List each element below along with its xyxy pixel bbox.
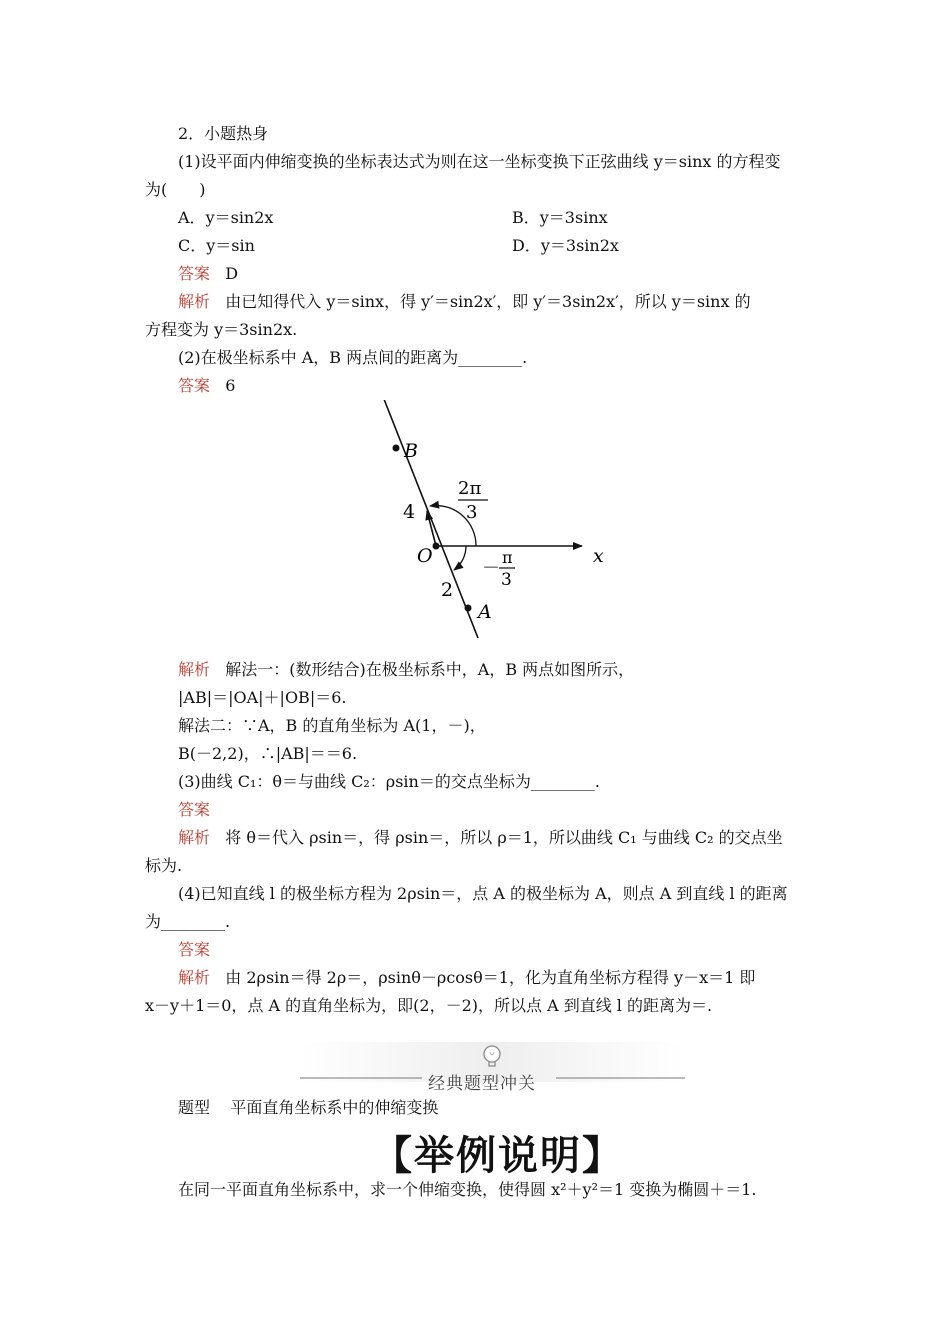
- q4-analysis-cont: x－y＋1＝0，点 A 的直角坐标为，即(2，－2)，所以点 A 到直线 l 的距离为＝.: [145, 996, 713, 1015]
- analysis-tag: 解析: [178, 968, 211, 987]
- option-text: y＝3sin2x: [540, 236, 619, 255]
- analysis-tag: 解析: [178, 660, 211, 679]
- angle-a-denominator: 3: [501, 570, 512, 590]
- label-len-ob: 4: [403, 501, 416, 523]
- q2-answer: [178, 376, 235, 396]
- option-label: A．: [178, 208, 206, 227]
- example-text: 在同一平面直角坐标系中，求一个伸缩变换，使得圆 x²＋y²＝1 变换为椭圆＋＝1.: [178, 1180, 757, 1199]
- q4-stem-cont: 为________.: [145, 912, 231, 931]
- analysis-text: 由已知得代入 y＝sinx，得 y′＝sin2x′，即 y′＝3sin2x′，所以 y＝sinx 的: [225, 292, 751, 311]
- option-label: C．: [178, 236, 207, 255]
- label-a: A: [478, 601, 492, 623]
- analysis-text: 将 θ＝代入 ρsin＝，得 ρsin＝，所以 ρ＝1，所以曲线 C₁ 与曲线 C₂ 的交点坐: [225, 828, 783, 847]
- analysis-tag: 解析: [178, 292, 211, 311]
- polar-figure: [360, 400, 620, 650]
- q3-answer-tag: 答案: [178, 800, 211, 819]
- q2-analysis: [178, 660, 634, 680]
- q1-analysis: [178, 292, 751, 312]
- analysis-tag: 解析: [178, 828, 211, 847]
- label-len-oa: 2: [441, 579, 454, 601]
- q1-stem: (1)设平面内伸缩变换的坐标表达式为则在这一坐标变换下正弦曲线 y＝sinx 的方程变: [178, 152, 781, 171]
- section-heading: 2．小题热身: [178, 124, 269, 143]
- option-label: D．: [512, 236, 541, 255]
- example-title: 【举例说明】: [372, 1133, 624, 1179]
- answer-tag: 答案: [178, 376, 211, 395]
- answer-value: 6: [225, 376, 236, 395]
- q1-stem-cont: 为( ): [145, 180, 206, 199]
- q2-stem: (2)在极坐标系中 A，B 两点间的距离为________.: [178, 348, 528, 367]
- q4-analysis: [178, 968, 755, 988]
- answer-value: D: [225, 264, 239, 283]
- analysis-text: 由 2ρsin＝得 2ρ＝，ρsinθ－ρcosθ＝1，化为直角坐标方程得 y－x＝1 即: [225, 968, 756, 987]
- point-b: [393, 445, 400, 452]
- label-b: B: [404, 440, 418, 462]
- angle-a-sign: －: [482, 558, 500, 579]
- q1-option-c: [178, 236, 255, 256]
- angle-arc-a: [454, 546, 466, 570]
- q2-analysis-line3: 解法二：∵A，B 的直角坐标为 A(1，－)，: [178, 716, 486, 735]
- q3-stem: (3)曲线 C₁：θ＝与曲线 C₂：ρsin＝的交点坐标为________.: [178, 772, 600, 791]
- line-ab: [382, 400, 478, 638]
- q3-analysis: [178, 828, 783, 848]
- q4-stem: (4)已知直线 l 的极坐标方程为 2ρsin＝，点 A 的极坐标为 A，则点 A 到直线 l 的距离: [178, 884, 788, 903]
- angle-a-numerator: π: [502, 548, 513, 567]
- angle-b-numerator: 2π: [458, 478, 482, 499]
- q1-option-b: [512, 208, 608, 228]
- label-x-axis: x: [593, 545, 604, 567]
- angle-b-denominator: 3: [466, 502, 478, 523]
- point-a: [465, 605, 472, 612]
- q2-analysis-line2: |AB|＝|OA|＋|OB|＝6.: [178, 688, 347, 707]
- q1-option-d: [512, 236, 619, 256]
- answer-tag: 答案: [178, 264, 211, 283]
- q2-analysis-line4: B(－2,2)，∴|AB|＝＝6.: [178, 744, 358, 763]
- analysis-text: 解法一：(数形结合)在极坐标系中，A，B 两点如图所示，: [225, 660, 635, 679]
- q4-answer-tag: 答案: [178, 940, 211, 959]
- q3-analysis-cont: 标为.: [145, 856, 183, 875]
- q1-analysis-cont: 方程变为 y＝3sin2x.: [145, 320, 298, 339]
- option-text: y＝sin2x: [205, 208, 274, 227]
- q1-option-a: [178, 208, 273, 228]
- origin-point: [433, 543, 440, 550]
- option-text: y＝3sinx: [539, 208, 608, 227]
- option-label: B．: [512, 208, 540, 227]
- topic-title: 平面直角坐标系中的伸缩变换: [230, 1098, 439, 1117]
- section-banner-title: 经典题型冲关: [428, 1074, 536, 1094]
- topic-line: [178, 1098, 438, 1118]
- q1-answer: [178, 264, 238, 284]
- option-text: y＝sin: [206, 236, 255, 255]
- label-origin: O: [417, 545, 433, 567]
- topic-tag: 题型: [178, 1098, 211, 1117]
